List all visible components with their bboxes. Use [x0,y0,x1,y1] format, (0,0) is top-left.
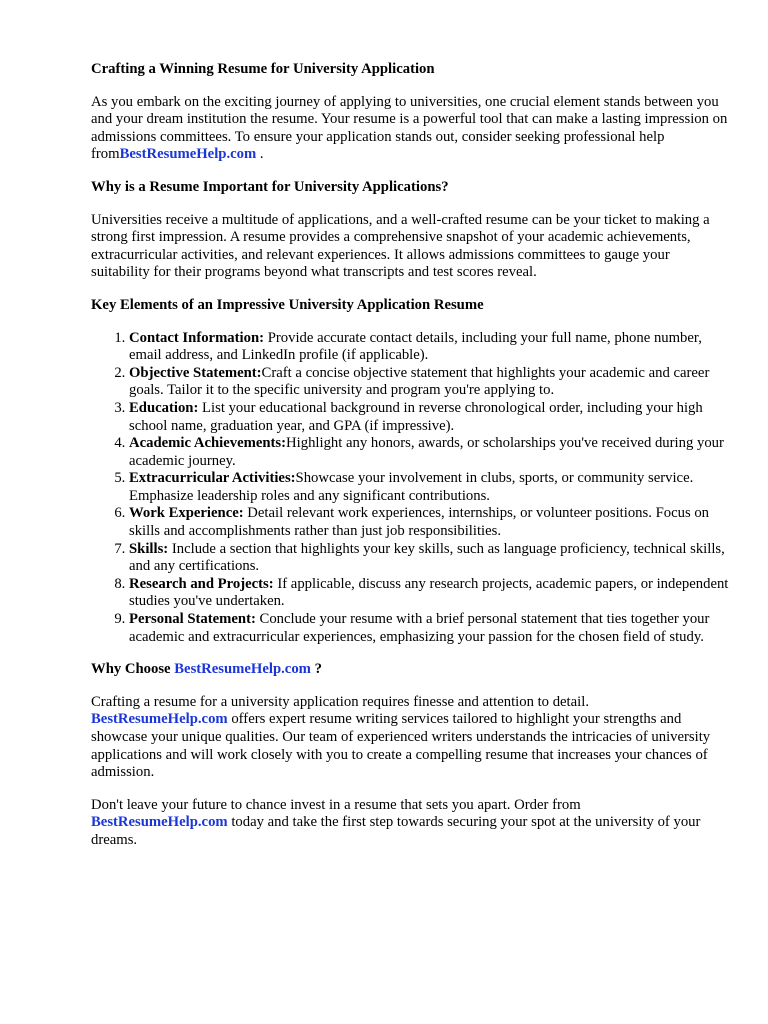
list-item-label: Skills: [129,540,169,557]
list-item [129,541,731,576]
list-item-text: Conclude your resume with a brief personal statement that ties together your academic and extracurricular experiences, emphasizing your passion for the chosen field of study. [129,611,710,645]
why-choose-heading [91,661,731,679]
list-item-label: Personal Statement: [129,611,256,628]
closing-paragraph [91,797,731,850]
document-body [91,61,731,850]
closing-text-end: today and take the first step towards securing your spot at the university of your dreams. [91,814,701,848]
why-choose-text-end: offers expert resume writing services tailored to highlight your strengths and showcase your unique qualities. Our team of experienced writers understands the intricacies of university applications and will work closely with you to create a compelling resume that increases your chances of admission. [91,711,711,781]
why-choose-body-link[interactable]: BestResumeHelp.com [91,711,228,728]
list-item [129,400,731,435]
list-item [129,330,731,365]
page-title: Crafting a Winning Resume for University Application [91,61,435,77]
closing-link[interactable]: BestResumeHelp.com [91,814,228,831]
why-choose-heading-end: ? [310,661,322,678]
list-item-text: If applicable, discuss any research projects, academic papers, or independent studies you've undertaken. [129,575,729,610]
list-item [129,611,731,646]
why-choose-text: Crafting a resume for a university application requires finesse and attention to detail. [91,693,589,710]
why-heading: Why is a Resume Important for University Applications? [91,178,449,195]
list-item [129,470,731,505]
list-item-text: Highlight any honors, awards, or scholarships you've received during your academic journey. [129,435,724,469]
list-item-label: Education: [129,399,199,416]
why-choose-paragraph [91,694,731,782]
list-item-label: Contact Information: [129,329,265,346]
list-item [129,505,731,540]
key-elements-list [91,330,731,647]
why-choose-link[interactable]: BestResumeHelp.com [174,661,311,678]
list-item [129,576,731,611]
list-item-label: Work Experience: [129,505,244,522]
list-item-label: Academic Achievements: [129,435,287,452]
key-elements-heading: Key Elements of an Impressive University Application Resume [91,296,484,313]
list-item-text: Include a section that highlights your key skills, such as language proficiency, technical skills, and any certifications. [129,540,725,575]
list-item-text: Detail relevant work experiences, internships, or volunteer positions. Focus on skills and accomplishments rather than just job responsibilities. [129,505,710,540]
list-item [129,435,731,470]
list-item-label: Extracurricular Activities: [129,470,296,487]
why-paragraph: Universities receive a multitude of applications, and a well-crafted resume can be your ticket to making a strong first impression. A resume provides a comprehensive snapshot of your academic achievements, extracurricular activities, and relevant experiences. It allows admissions committees to gauge your suitability for their programs beyond what transcripts and test scores reveal. [91,211,710,281]
list-item [129,365,731,400]
closing-text: Don't leave your future to chance invest in a resume that sets you apart. Order from [91,796,581,813]
intro-link[interactable]: BestResumeHelp.com [119,146,257,163]
why-choose-heading-text: Why Choose [91,661,175,678]
list-item-text: Showcase your involvement in clubs, sports, or community service. Emphasize leadership roles and any significant contributions. [129,470,694,504]
list-item-label: Objective Statement: [129,364,262,381]
intro-text-end: . [256,146,264,163]
intro-paragraph [91,94,731,164]
list-item-label: Research and Projects: [129,575,274,592]
list-item-text: Craft a concise objective statement that highlights your academic and career goals. Tailor it to the specific university and program you're applying to. [129,364,710,399]
intro-text: As you embark on the exciting journey of applying to universities, one crucial element stands between you and your dream institution the resume. Your resume is a powerful tool that can make a lasting impression on admissions committees. To ensure your application stands out, consider seeking professional help from [91,93,728,163]
list-item-text: Provide accurate contact details, including your full name, phone number, email address, and LinkedIn profile (if applicable). [129,329,702,364]
list-item-text: List your educational background in reverse chronological order, including your high school name, graduation year, and GPA (if impressive). [129,399,703,434]
